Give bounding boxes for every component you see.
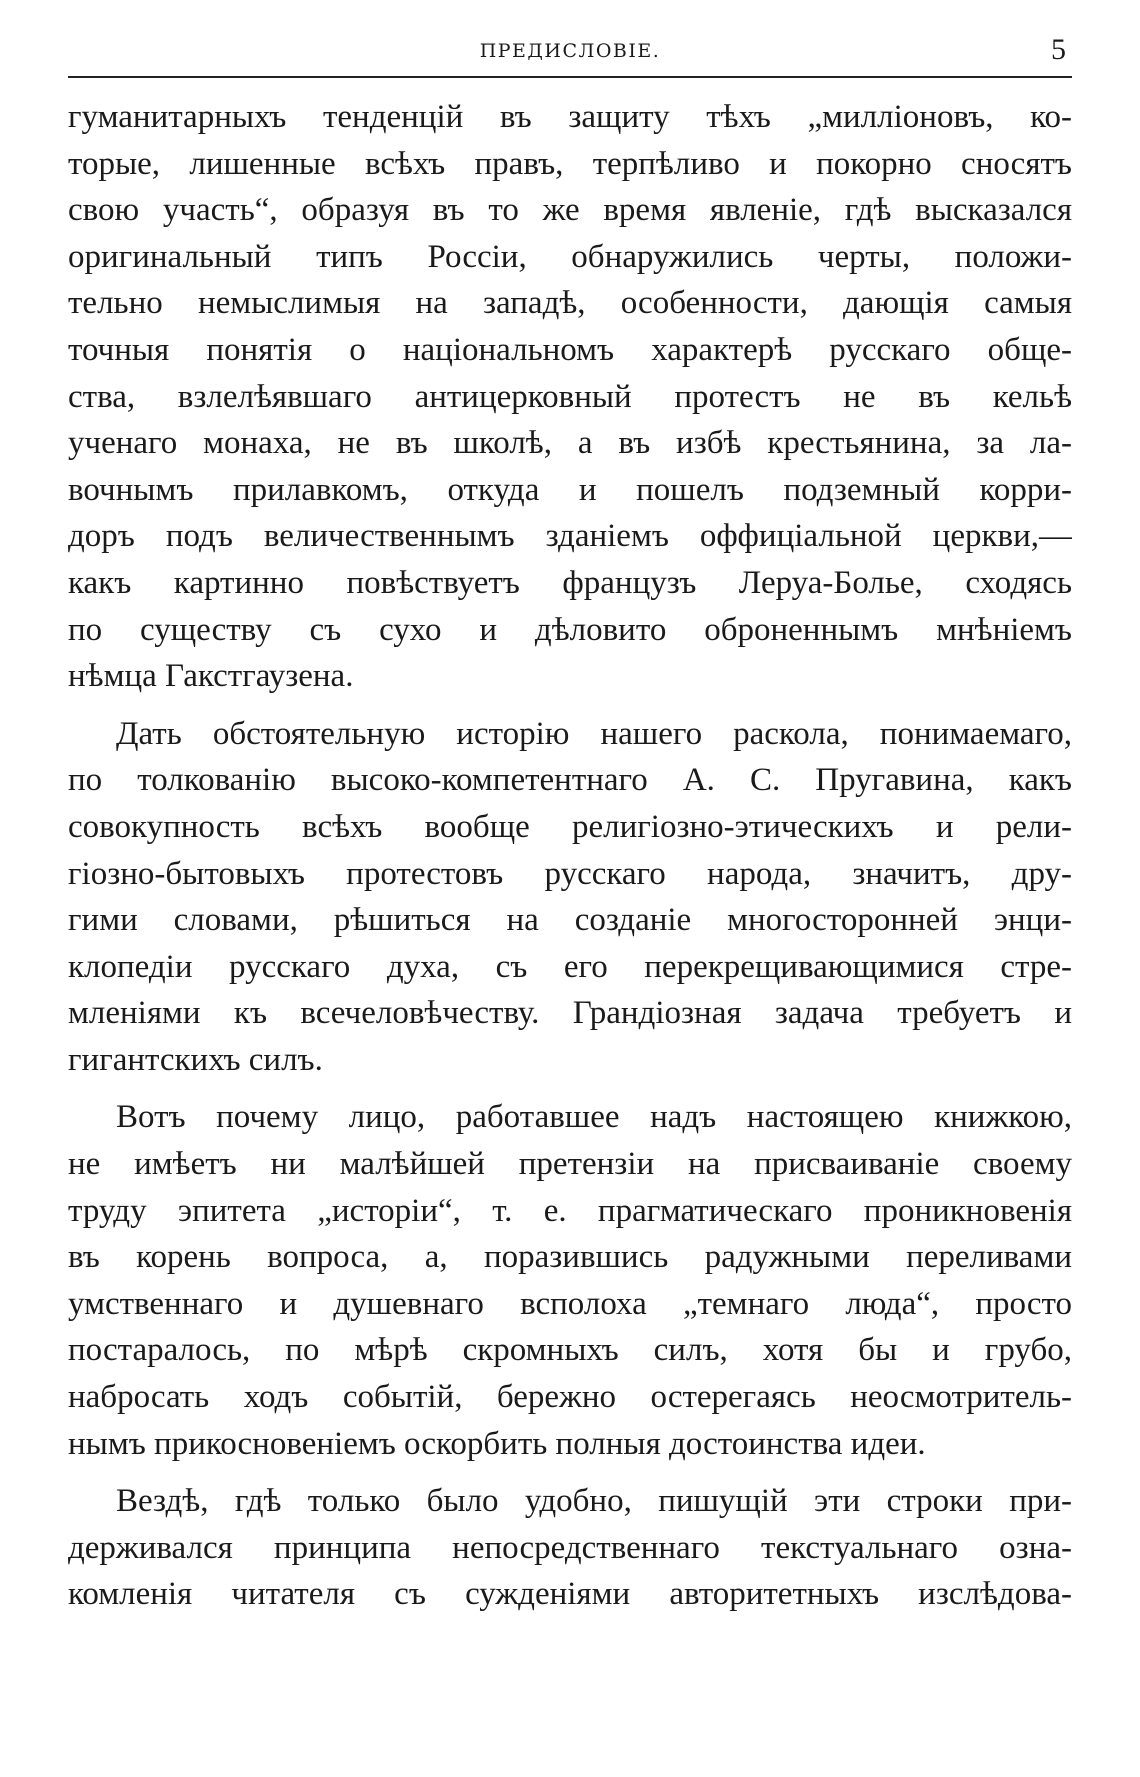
- page-header: [68, 28, 1072, 84]
- text-line: Вотъ почему лицо, работавшее надъ настоящею книжкою,: [116, 1099, 1072, 1136]
- text-line: Дать обстоятельную исторію нашего раскола, понимаемаго,: [116, 715, 1072, 752]
- paragraph-3: [68, 1094, 1072, 1467]
- text-line: въ корень вопроса, а, поразившись радужными переливами: [68, 1239, 1072, 1276]
- text-line: доръ подъ величественнымъ зданіемъ оффиціальной церкви,—: [68, 518, 1072, 555]
- text-line: совокупность всѣхъ вообще религіозно-этическихъ и рели-: [68, 808, 1072, 845]
- text-line: какъ картинно повѣствуетъ французъ Леруа-Болье, сходясь: [68, 564, 1072, 601]
- text-line: умственнаго и душевнаго всполоха „темнаго люда“, просто: [68, 1285, 1072, 1322]
- text-line: труду эпитета „исторіи“, т. е. прагматическаго проникновенія: [68, 1192, 1072, 1229]
- text-line: клопедіи русскаго духа, съ его перекрещивающимися стре-: [68, 948, 1072, 985]
- text-line: вочнымъ прилавкомъ, откуда и пошелъ подземный корри-: [68, 471, 1072, 508]
- text-line: свою участь“, образуя въ то же время явленіе, гдѣ высказался: [68, 192, 1072, 229]
- text-line: Вездѣ, гдѣ только было удобно, пишущій эти строки при-: [116, 1483, 1072, 1520]
- running-title: ПРЕДИСЛОВІЕ.: [479, 40, 661, 62]
- text-line: гими словами, рѣшиться на созданіе многосторонней энци-: [68, 902, 1072, 939]
- text-line: держивался принципа непосредственнаго текстуальнаго озна-: [68, 1529, 1072, 1566]
- text-line: комленія читателя съ сужденіями авторитетныхъ изслѣдова-: [68, 1576, 1072, 1613]
- header-rule: [68, 76, 1072, 78]
- paragraph-4: [68, 1478, 1072, 1618]
- paragraph-1: [68, 94, 1072, 700]
- page-number: 5: [1051, 33, 1066, 66]
- paragraph-2: [68, 711, 1072, 1084]
- text-line: нѣмца Гакстгаузена.: [68, 658, 354, 695]
- text-line: оригинальный типъ Россіи, обнаружились черты, положи-: [68, 238, 1072, 275]
- text-line: гуманитарныхъ тенденцій въ защиту тѣхъ „милліоновъ, ко-: [68, 99, 1072, 135]
- text-line: точныя понятія о національномъ характерѣ русскаго обще-: [68, 331, 1072, 368]
- text-line: нымъ прикосновеніемъ оскорбить полныя достоинства идеи.: [68, 1425, 926, 1462]
- text-line: постаралось, по мѣрѣ скромныхъ силъ, хотя бы и грубо,: [68, 1332, 1072, 1369]
- body-text: [68, 94, 1072, 1629]
- text-line: по толкованію высоко-компетентнаго А. С. Пругавина, какъ: [68, 762, 1072, 799]
- text-line: тельно немыслимыя на западѣ, особенности, дающія самыя: [68, 285, 1072, 322]
- text-line: мленіями къ всечеловѣчеству. Грандіозная задача требуетъ и: [68, 995, 1072, 1032]
- text-line: ства, взлелѣявшаго антицерковный протестъ не въ кельѣ: [68, 378, 1072, 415]
- text-line: ученаго монаха, не въ школѣ, а въ избѣ крестьянина, за ла-: [68, 425, 1072, 462]
- text-line: набросать ходъ событій, бережно остерегаясь неосмотритель-: [68, 1379, 1072, 1416]
- text-line: торые, лишенные всѣхъ правъ, терпѣливо и покорно сносятъ: [68, 145, 1072, 182]
- text-line: не имѣетъ ни малѣйшей претензіи на присваиваніе своему: [68, 1146, 1072, 1183]
- text-line: гіозно-бытовыхъ протестовъ русскаго народа, значитъ, дру-: [68, 855, 1072, 892]
- text-line: по существу съ сухо и дѣловито оброненнымъ мнѣніемъ: [68, 611, 1072, 648]
- text-line: гигантскихъ силъ.: [68, 1041, 323, 1078]
